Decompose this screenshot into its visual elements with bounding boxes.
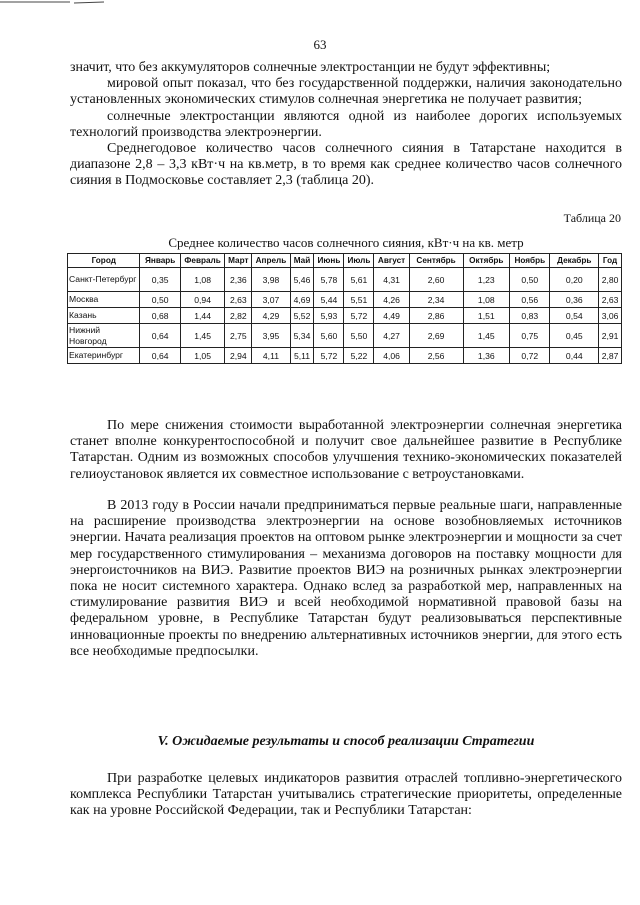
table-cell: 5,51 — [344, 292, 374, 308]
table-cell: 4,26 — [374, 292, 409, 308]
table-cell: 5,72 — [344, 308, 374, 324]
table-cell: 0,20 — [550, 268, 599, 292]
table-row — [68, 292, 622, 308]
table-cell: 2,91 — [599, 324, 622, 348]
table-cell: 2,60 — [409, 268, 463, 292]
table-cell: 0,64 — [140, 348, 180, 364]
table-cell: 4,29 — [252, 308, 290, 324]
text-block-top — [70, 60, 622, 190]
table-cell: 2,94 — [225, 348, 252, 364]
table-cell: 3,98 — [252, 268, 290, 292]
page-number: 63 — [313, 37, 327, 52]
table-cell: 0,50 — [510, 268, 550, 292]
table-cell: 5,22 — [344, 348, 374, 364]
city-cell: Москва — [68, 292, 140, 308]
table-cell: 0,64 — [140, 324, 180, 348]
table-cell: 1,45 — [463, 324, 510, 348]
city-cell: Казань — [68, 308, 140, 324]
table-row — [68, 348, 622, 364]
sunshine-table — [67, 253, 622, 364]
table-cell: 2,69 — [409, 324, 463, 348]
table-cell: 0,75 — [510, 324, 550, 348]
paragraph: значит, что без аккумуляторов солнечные электростанции не будут эффективны; — [70, 60, 551, 75]
table-cell: 5,61 — [344, 268, 374, 292]
paragraph: Среднегодовое количество часов солнечного сияния в Татарстане находится в диапазоне 2,8 – 3,3 кВт·ч на кв.метр, в то время как среднее количество часов солнечного сияния в Подмосковье составляет 2,3 (таблица 20). — [70, 141, 622, 189]
table-cell: 5,46 — [290, 268, 314, 292]
table-cell: 2,86 — [409, 308, 463, 324]
table-cell: 5,50 — [344, 324, 374, 348]
table-cell: 2,63 — [599, 292, 622, 308]
table-label: Таблица 20 — [563, 211, 621, 225]
table-cell: 0,54 — [550, 308, 599, 324]
table-row — [68, 268, 622, 292]
table-cell: 5,93 — [314, 308, 344, 324]
table-cell: 0,35 — [140, 268, 180, 292]
table-cell: 5,78 — [314, 268, 344, 292]
table-cell: 0,50 — [140, 292, 180, 308]
column-header: Ноябрь — [510, 254, 550, 268]
table-cell: 5,52 — [290, 308, 314, 324]
table-cell: 2,80 — [599, 268, 622, 292]
paragraph: В 2013 году в России начали предприниматься первые реальные шаги, направленные на расширение производства электроэнергии на основе возобновляемых источников энергии. Начата реализация проектов на оптовом рынке электроэнергии и мощности за счет мер государственного стимулирования – механизма договоров на поставку мощности для энергоисточников на ВИЭ. Развитие проектов ВИЭ на розничных рынках электроэнергии пока не носит системного характера. Однако вслед за разработкой мер, направленных на стимулирование развития ВИЭ и всей необходимой нормативной правовой базы на федеральном уровне, в Республике Татарстан будут реализовываться перспективные инновационные проекты по внедрению альтернативных источников энергии, для этого есть все необходимые предпосылки. — [70, 498, 622, 659]
table-cell: 3,06 — [599, 308, 622, 324]
table-cell: 1,36 — [463, 348, 510, 364]
table-cell: 4,31 — [374, 268, 409, 292]
table-cell: 1,45 — [180, 324, 225, 348]
table-cell: 5,60 — [314, 324, 344, 348]
column-header: Город — [68, 254, 140, 268]
column-header: Август — [374, 254, 409, 268]
table-cell: 5,11 — [290, 348, 314, 364]
table-cell: 2,87 — [599, 348, 622, 364]
table-header-row — [68, 254, 622, 268]
column-header: Февраль — [180, 254, 225, 268]
table-cell: 1,08 — [180, 268, 225, 292]
table-cell: 5,72 — [314, 348, 344, 364]
column-header: Июль — [344, 254, 374, 268]
table-cell: 3,95 — [252, 324, 290, 348]
table-cell: 4,06 — [374, 348, 409, 364]
table-cell: 1,51 — [463, 308, 510, 324]
table-cell: 2,56 — [409, 348, 463, 364]
table-cell: 4,69 — [290, 292, 314, 308]
table-cell: 4,27 — [374, 324, 409, 348]
table-cell: 2,34 — [409, 292, 463, 308]
column-header: Январь — [140, 254, 180, 268]
table-cell: 0,44 — [550, 348, 599, 364]
table-cell: 2,82 — [225, 308, 252, 324]
scan-artifact-mark — [0, 0, 108, 6]
table-row — [68, 308, 622, 324]
table-cell: 1,23 — [463, 268, 510, 292]
section-heading: V. Ожидаемые результаты и способ реализации Стратегии — [157, 734, 535, 749]
table-cell: 2,63 — [225, 292, 252, 308]
table-cell: 1,44 — [180, 308, 225, 324]
city-cell: Нижний Новгород — [68, 324, 140, 348]
text-block-mid-2 — [70, 498, 622, 660]
column-header: Июнь — [314, 254, 344, 268]
column-header: Апрель — [252, 254, 290, 268]
table-cell: 4,49 — [374, 308, 409, 324]
paragraph: По мере снижения стоимости выработанной электроэнергии солнечная энергетика станет вполне конкурентоспособной и получит свое дальнейшее развитие в Республике Татарстан. Одним из возможных способов улучшения технико-экономических показателей гелиоустановок является их совместное использование с ветроустановками. — [70, 418, 622, 482]
paragraph: мировой опыт показал, что без государственной поддержки, наличия законодательно установленных экономических стимулов солнечная энергетика не получает развития; — [70, 76, 622, 108]
table-cell: 0,45 — [550, 324, 599, 348]
paragraph: солнечные электростанции являются одной из наиболее дорогих используемых технологий производства электроэнергии. — [70, 108, 622, 140]
table-cell: 2,75 — [225, 324, 252, 348]
column-header: Сентябрь — [409, 254, 463, 268]
table-cell: 3,07 — [252, 292, 290, 308]
text-block-bottom — [70, 771, 622, 820]
table-cell: 2,36 — [225, 268, 252, 292]
column-header: Март — [225, 254, 252, 268]
column-header: Декабрь — [550, 254, 599, 268]
column-header: Май — [290, 254, 314, 268]
table-cell: 5,44 — [314, 292, 344, 308]
table-cell: 0,83 — [510, 308, 550, 324]
table-cell: 0,36 — [550, 292, 599, 308]
table-title: Среднее количество часов солнечного сияния, кВт·ч на кв. метр — [168, 235, 524, 250]
table-cell: 4,11 — [252, 348, 290, 364]
table-cell: 1,08 — [463, 292, 510, 308]
table-row — [68, 324, 622, 348]
table-cell: 5,34 — [290, 324, 314, 348]
text-block-mid — [70, 418, 622, 483]
table-cell: 0,72 — [510, 348, 550, 364]
city-cell: Санкт-Петербург — [68, 268, 140, 292]
table-cell: 0,68 — [140, 308, 180, 324]
city-cell: Екатеринбург — [68, 348, 140, 364]
table-cell: 1,05 — [180, 348, 225, 364]
table-cell: 0,56 — [510, 292, 550, 308]
column-header: Октябрь — [463, 254, 510, 268]
column-header: Год — [599, 254, 622, 268]
table-cell: 0,94 — [180, 292, 225, 308]
paragraph: При разработке целевых индикаторов развития отраслей топливно-энергетического комплекса Республики Татарстан учитывались стратегические приоритеты, определенные как на уровне Российской Федерации, так и Республики Татарстан: — [70, 771, 622, 819]
